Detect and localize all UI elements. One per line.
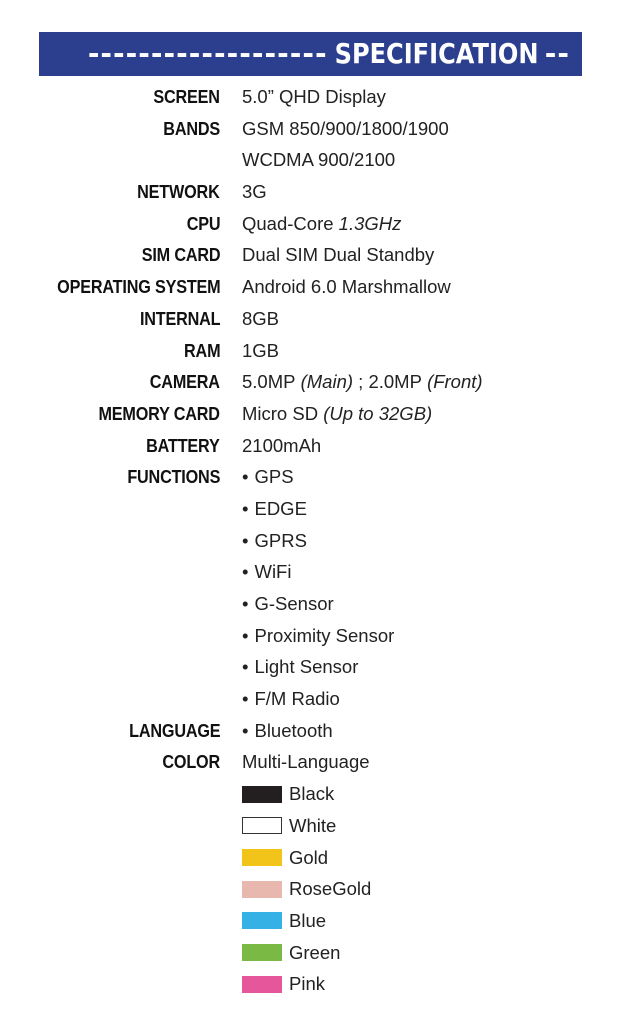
function-item: • G-Sensor <box>242 593 334 614</box>
color-name: Gold <box>289 846 329 868</box>
function-item: • EDGE <box>242 497 307 519</box>
function-item: • F/M Radio <box>242 688 340 710</box>
color-name: Green <box>289 941 341 963</box>
spec-row-color <box>0 749 621 781</box>
function-item: • Proximity Sensor <box>242 624 395 646</box>
function-item: • GPS <box>242 466 294 488</box>
spec-row-operating-system <box>0 274 621 306</box>
color-name: Pink <box>289 973 325 995</box>
color-swatch <box>242 786 282 803</box>
spec-row-functions-cont <box>0 591 621 623</box>
camera-separator: ; <box>358 371 364 393</box>
color-option-white <box>0 813 621 845</box>
spec-label: COLOR <box>162 752 220 773</box>
color-option-black <box>0 781 621 813</box>
spec-value: Dual SIM Dual Standby <box>242 244 435 266</box>
color-name: Blue <box>289 909 327 931</box>
bullet-icon: • <box>242 593 249 614</box>
spec-label: RAM <box>183 340 220 361</box>
color-option-green <box>0 940 621 972</box>
spec-row-internal <box>0 306 621 338</box>
spec-list <box>0 84 621 1003</box>
spec-row-functions <box>0 464 621 496</box>
spec-row-bands <box>0 116 621 148</box>
color-option-gold <box>0 845 621 877</box>
bullet-icon: • <box>242 561 249 583</box>
spec-value: 1GB <box>242 339 280 361</box>
bullet-icon: • <box>242 497 249 519</box>
spec-label: BATTERY <box>146 435 220 456</box>
header-dashes-left: ------------------- <box>87 37 328 70</box>
spec-row-camera <box>0 369 621 401</box>
spec-value: 8GB <box>242 307 280 329</box>
color-swatch <box>242 944 282 961</box>
spec-label: MEMORY CARD <box>98 403 220 424</box>
spec-header-banner <box>39 32 582 76</box>
spec-label: INTERNAL <box>139 308 220 329</box>
spec-label: FUNCTIONS <box>127 467 220 488</box>
spec-row-ram <box>0 338 621 370</box>
spec-row-functions-cont <box>0 654 621 686</box>
color-name: RoseGold <box>289 878 372 900</box>
spec-row-functions-cont <box>0 623 621 655</box>
color-swatch <box>242 817 282 834</box>
spec-row-bands-cont <box>0 147 621 179</box>
bullet-icon: • <box>242 466 249 488</box>
spec-value: GSM 850/900/1800/1900 <box>242 117 449 139</box>
color-swatch <box>242 881 282 898</box>
spec-row-functions-cont <box>0 559 621 591</box>
spec-row-cpu <box>0 211 621 243</box>
color-name: White <box>289 814 337 836</box>
spec-label: OPERATING SYSTEM <box>56 277 220 298</box>
spec-label: SCREEN <box>153 87 220 107</box>
camera-main-note: (Main) <box>300 371 354 393</box>
header-title: SPECIFICATION <box>334 37 539 70</box>
spec-label: BANDS <box>163 118 220 139</box>
spec-value: 2100mAh <box>242 434 322 456</box>
spec-value: 5.0” QHD Display <box>242 86 386 107</box>
bullet-icon: • <box>242 719 249 741</box>
spec-row-functions-cont <box>0 528 621 560</box>
spec-value: WCDMA 900/2100 <box>242 149 396 171</box>
function-item: • GPRS <box>242 529 307 551</box>
spec-label: CPU <box>186 213 220 234</box>
bullet-icon: • <box>242 624 249 646</box>
memory-card-note: (Up to 32GB) <box>323 402 433 424</box>
spec-label: LANGUAGE <box>128 720 220 741</box>
bullet-icon: • <box>242 688 249 710</box>
color-name: Black <box>289 783 335 805</box>
spec-row-functions-cont <box>0 496 621 528</box>
camera-front: 2.0MP <box>368 371 422 393</box>
spec-label: SIM CARD <box>141 245 220 266</box>
function-item: • Bluetooth <box>242 719 333 741</box>
spec-row-memory-card <box>0 401 621 433</box>
header-dashes-right: -- <box>544 37 570 70</box>
spec-row-network <box>0 179 621 211</box>
spec-row-functions-cont <box>0 686 621 718</box>
cpu-speed: 1.3GHz <box>338 212 402 234</box>
spec-label: CAMERA <box>149 372 220 393</box>
spec-value: 3G <box>242 181 267 203</box>
spec-row-battery <box>0 433 621 465</box>
spec-label: NETWORK <box>137 182 220 203</box>
spec-row-sim-card <box>0 242 621 274</box>
color-swatch <box>242 849 282 866</box>
bullet-icon: • <box>242 529 249 551</box>
color-option-blue <box>0 908 621 940</box>
bullet-icon: • <box>242 656 249 678</box>
color-option-pink <box>0 971 621 1003</box>
cpu-cores: Quad-Core <box>242 212 334 234</box>
function-item: • WiFi <box>242 561 292 583</box>
camera-front-note: (Front) <box>427 371 483 393</box>
memory-card-type: Micro SD <box>242 402 319 424</box>
camera-main: 5.0MP <box>242 371 296 393</box>
color-swatch <box>242 912 282 929</box>
spec-value: Multi-Language <box>242 751 370 773</box>
spec-value: Android 6.0 Marshmallow <box>242 276 451 298</box>
spec-row-screen <box>0 84 621 116</box>
spec-value <box>242 371 483 393</box>
spec-value <box>242 213 401 235</box>
spec-row-language <box>0 718 621 750</box>
color-option-rosegold <box>0 876 621 908</box>
spec-value <box>242 403 432 425</box>
function-item: • Light Sensor <box>242 656 359 678</box>
color-swatch <box>242 976 282 993</box>
